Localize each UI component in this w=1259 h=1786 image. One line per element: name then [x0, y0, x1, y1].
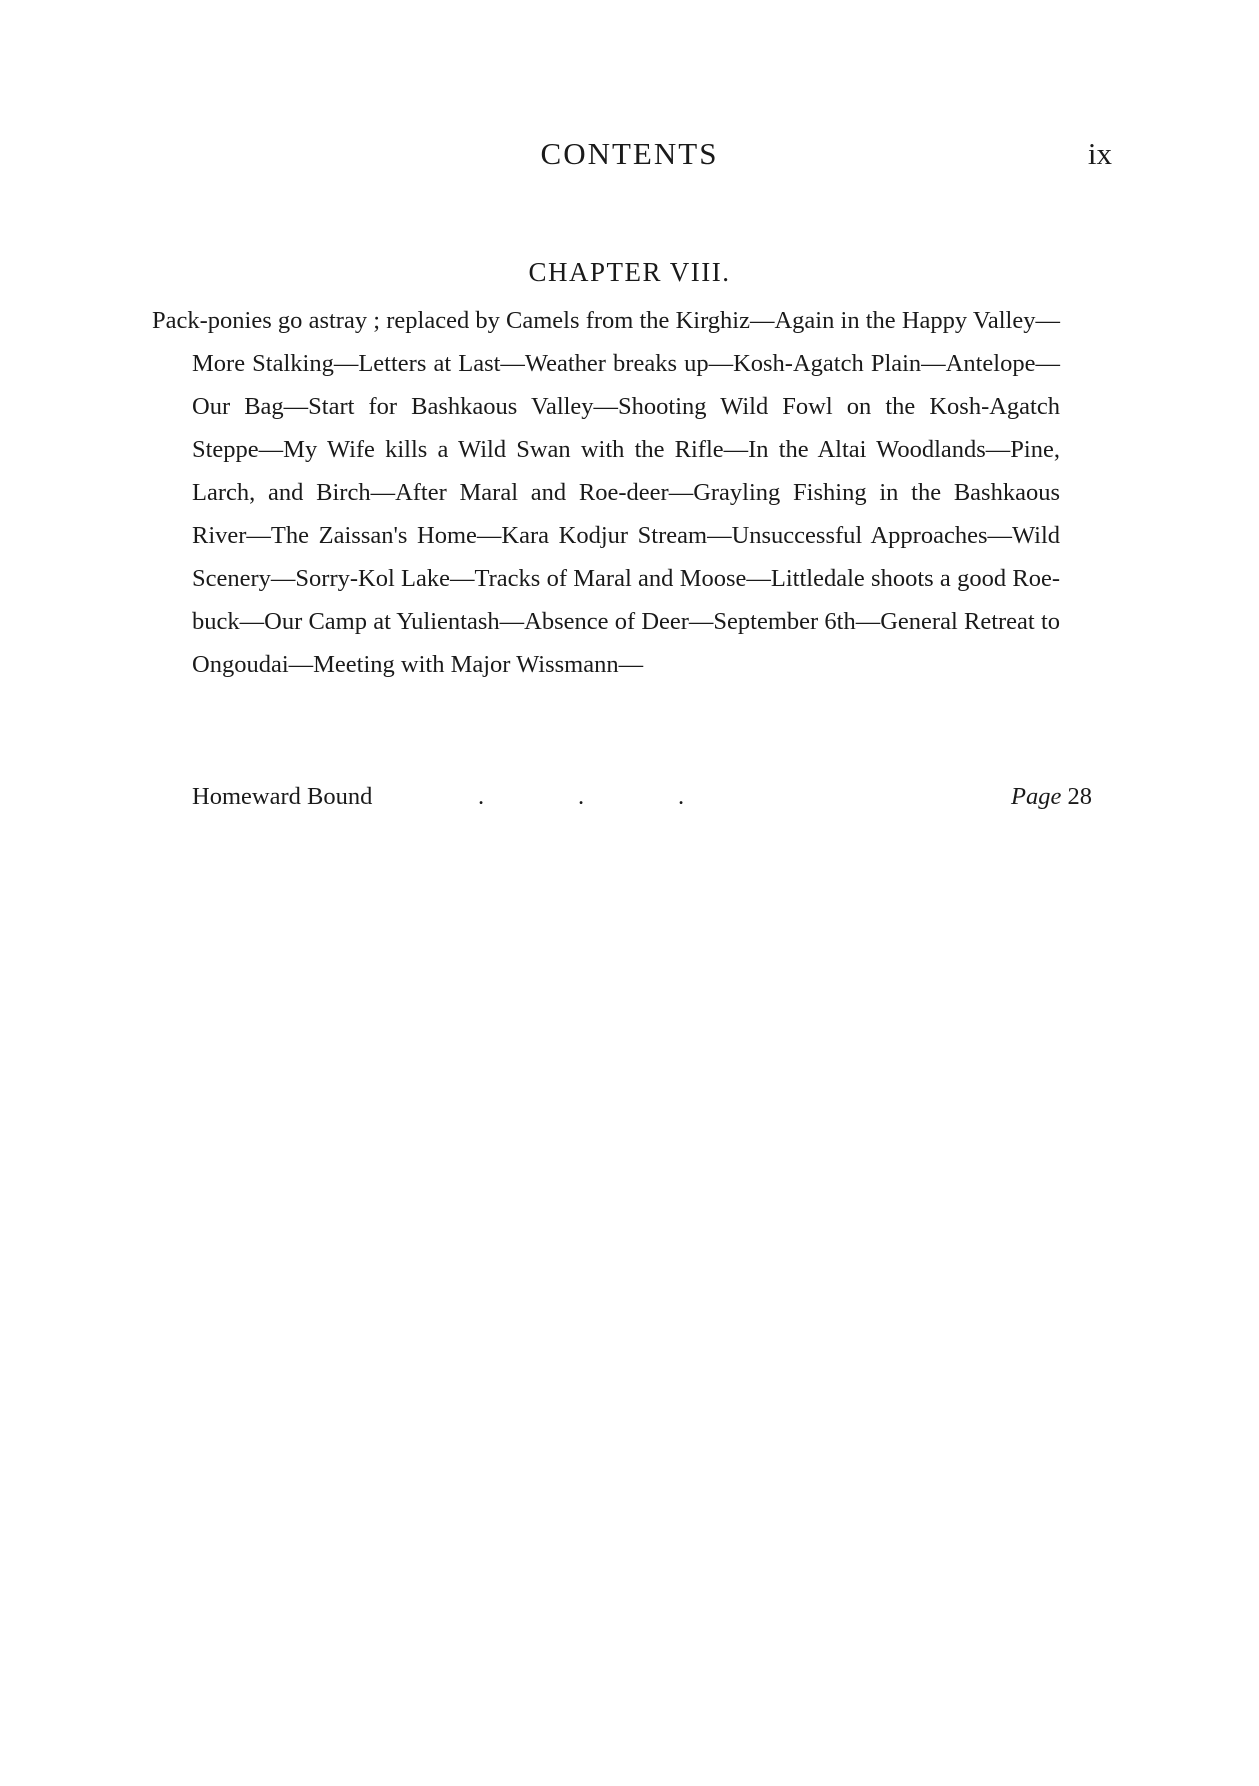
page-label: Page: [1011, 783, 1062, 810]
leader-dot: .: [578, 783, 585, 810]
chapter-synopsis: Pack-ponies go astray ; replaced by Camels from the Kirghiz—Again in the Happy Valley—More Stalking—Letters at Last—Weather breaks up—Kosh-Agatch Plain—Antelope—Our Bag—Start for Bashkaous Valley—Shooting Wild Fowl on the Kosh-Agatch Steppe—My Wife kills a Wild Swan with the Rifle—In the Altai Woodlands—Pine, Larch, and Birch—After Maral and Roe-deer—Grayling Fishing in the Bashkaous River—The Zaissan's Home—Kara Kodjur Stream—Unsuccessful Approaches—Wild Scenery—Sorry-Kol Lake—Tracks of Maral and Moose—Littledale shoots a good Roe-buck—Our Camp at Yulientash—Absence of Deer—September 6th—General Retreat to Ongoudai—Meeting with Major Wissmann—: [152, 307, 1060, 678]
leader-dot: .: [678, 783, 685, 810]
page-folio: ix: [1087, 136, 1112, 171]
chapter-heading: CHAPTER VIII.: [528, 257, 731, 287]
page-number: 28: [1067, 783, 1092, 810]
running-title: CONTENTS: [540, 136, 719, 171]
running-head: [0, 134, 1259, 174]
page-reference: [1011, 775, 1092, 818]
leader-dot: .: [478, 783, 485, 810]
last-phrase: Homeward Bound: [192, 783, 373, 810]
synopsis-last-line: [192, 775, 1092, 818]
